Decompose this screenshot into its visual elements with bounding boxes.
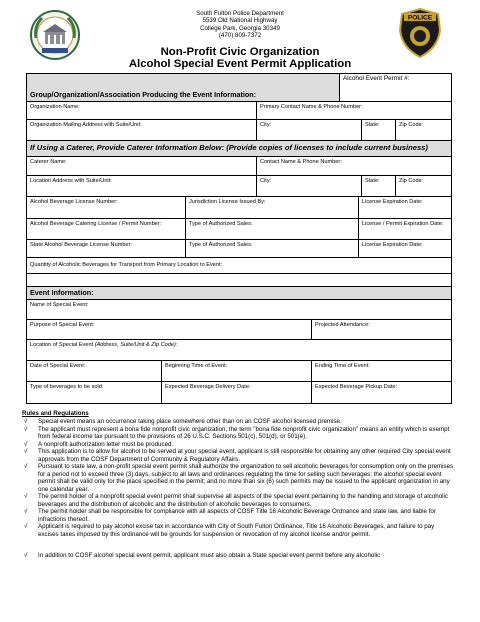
rule-text: Special event means an occurrence taking place somewhere other than on an COSF alcohol licensed premise. [38, 418, 342, 425]
zip-label: Zip Code: [399, 178, 424, 184]
event-header-text: Event Information: [30, 287, 94, 297]
check-icon: √ [24, 425, 28, 433]
organization-address-field[interactable] [27, 120, 256, 140]
state-license-expiration-field[interactable] [358, 240, 451, 257]
check-icon: √ [24, 448, 28, 455]
jurisdiction-label: Jurisdiction License Issued By: [189, 199, 266, 205]
department-street: 5539 Old National Highway [202, 17, 278, 25]
beverage-type-field[interactable] [27, 382, 161, 403]
title-line-2: Alcohol Special Event Permit Application [128, 58, 352, 71]
state-label: State: [365, 122, 380, 128]
license-expiration-label: License Expiration Date: [362, 199, 423, 205]
beverage-type-label: Type of beverages to be sold: [30, 384, 104, 390]
group-section-header [27, 74, 339, 101]
rules-heading: Rules and Regulations [22, 410, 89, 417]
rule-text: This application is to allow for alcohol to be served at your special event, applicant is still responsible for obtaining any other required City special event approvals from the COSF Department of Community & Regulatory Affairs. [38, 448, 451, 463]
document-title [0, 46, 480, 71]
rule-item [22, 523, 454, 538]
city-label: City: [260, 178, 272, 184]
rule-item [22, 493, 454, 508]
catering-sales-type-field[interactable] [185, 219, 358, 239]
license-expiration-field[interactable] [358, 197, 451, 218]
permit-number-field[interactable] [339, 74, 451, 101]
license-expiration-label: License Expiration Date: [362, 242, 423, 248]
event-date-label: Date of Special Event: [30, 363, 86, 369]
permit-application-form [26, 73, 452, 404]
begin-time-field[interactable] [161, 361, 311, 381]
sales-type-label: Type of Authorized Sales: [189, 242, 253, 248]
permit-expiration-field[interactable] [358, 219, 451, 239]
delivery-date-field[interactable] [161, 382, 311, 403]
rule-text: In addition to COSF alcohol special event permit, applicant must also obtain a State special event permit before any alcoholic [38, 552, 381, 559]
event-purpose-label: Purpose of Special Event: [30, 322, 95, 328]
rule-text: The applicant must represent a bona fide nonprofit civic organization, the term "bona fide nonprofit civic organization" means an entity which is exempt from federal income tax pursuant to the provisions of 26 U.S.C. Sections 501(c), 501(d), or 501(e). [38, 425, 450, 440]
rule-text: The permit holder shall be responsible for compliance with all aspects of COSF Title 16 Alcoholic Beverage Ordnance and state law, and liable for infractions thereof. [38, 508, 436, 523]
event-name-field[interactable] [27, 300, 451, 319]
state-license-label: State Alcohol Beverage License Number: [30, 242, 132, 248]
rule-text: The permit holder of a nonprofit special event permit shall supervise all aspects of the special event pertaining to the handling and storage of alcoholic beverages and the distribution of alcoholic and the distribution of alcoholic beverages to consumers. [38, 493, 448, 508]
rule-item [22, 448, 454, 463]
event-name-label: Name of Special Event: [30, 302, 89, 308]
caterer-section-header [27, 140, 451, 156]
caterer-contact-label: Contact Name & Phone Number: [260, 159, 342, 165]
primary-contact-label: Primary Contact Name & Phone Number: [260, 104, 363, 110]
department-name: South Fulton Police Department [196, 10, 284, 17]
rule-text: A nonprofit authorization letter must be produced. [38, 440, 174, 448]
alcohol-license-number-field[interactable] [27, 197, 185, 218]
begin-time-label: Beginning Time of Event: [165, 363, 228, 369]
rule-item-final [22, 552, 454, 560]
event-location-note: (Address, Suite/Unit & Zip Code): [94, 342, 178, 348]
sales-type-label: Type of Authorized Sales: [189, 221, 253, 227]
jurisdiction-field[interactable] [185, 197, 358, 218]
catering-license-field[interactable] [27, 219, 185, 239]
caterer-name-label: Caterer Name: [30, 159, 67, 165]
catering-license-label: Alcohol Beverage Catering License / Permit Number: [30, 221, 162, 227]
organization-name-label: Organization Name: [30, 104, 80, 110]
rule-text: Pursuant to state law, a non-profit special event permit shall authorize the organization to sell alcoholic beverages for consumption only on the premises for a period not to exceed three (3) days, subject to all laws and ordinances regulating the time for selling such beverages; the alcohol special event permit shall be valid only for the place specified in the permit; and no more than six (6) such permits may be issued to the applicant organization in any one calendar year. [38, 463, 454, 493]
department-phone: (470) 809-7372 [218, 32, 262, 40]
caterer-city-field[interactable] [256, 176, 361, 196]
state-license-field[interactable] [27, 240, 185, 257]
attendance-label: Projected Attendance: [315, 322, 370, 328]
department-address-block [0, 10, 480, 40]
primary-contact-field[interactable] [256, 102, 451, 119]
rule-item [22, 426, 454, 441]
rule-text: Applicant is required to pay alcohol excise tax in accordance with City of South Fulton Ordinance, Title 16 Alcoholic Beverages, and failure to pay excises taxes imposed by this ordinance will be grounds for suspension or revocation of my alcohol license and/or permit. [38, 523, 435, 538]
caterer-header-text: If Using a Caterer, Provide Caterer Information Below: (Provide copies of licenses to include current business) [30, 143, 428, 153]
group-header-text: Group/Organization/Association Producing the Event Information: [30, 90, 257, 99]
pickup-date-label: Expected Beverage Pickup Date: [315, 384, 398, 390]
caterer-name-field[interactable] [27, 157, 256, 175]
event-section-header [27, 286, 451, 299]
delivery-date-label: Expected Beverage Delivery Date: [165, 384, 251, 390]
state-sales-type-field[interactable] [185, 240, 358, 257]
quantity-transport-field[interactable] [27, 258, 451, 273]
check-icon: √ [24, 493, 28, 500]
check-icon: √ [24, 508, 28, 515]
check-icon: √ [24, 552, 28, 559]
pickup-date-field[interactable] [311, 382, 451, 403]
rule-item [22, 441, 454, 449]
check-icon: √ [24, 523, 28, 530]
organization-state-field[interactable] [361, 120, 395, 140]
caterer-address-field[interactable] [27, 176, 256, 196]
rules-section [22, 410, 454, 560]
quantity-transport-label: Quantity of Alcoholic Beverages for Transport from Primary Location to Event: [30, 262, 223, 268]
state-label: State: [365, 178, 380, 184]
event-date-field[interactable] [27, 361, 161, 381]
rule-item [22, 508, 454, 523]
end-time-field[interactable] [311, 361, 451, 381]
rules-list [22, 418, 454, 538]
attendance-field[interactable] [311, 320, 451, 339]
rule-item [22, 463, 454, 493]
event-purpose-field[interactable] [27, 320, 311, 339]
organization-name-field[interactable] [27, 102, 256, 119]
caterer-state-field[interactable] [361, 176, 395, 196]
svg-text:POLICE: POLICE [407, 14, 433, 22]
organization-zip-field[interactable] [395, 120, 451, 140]
city-label: City: [260, 122, 272, 128]
permit-expiration-label: License / Permit Expiration Date: [362, 221, 444, 227]
caterer-contact-field[interactable] [256, 157, 451, 175]
event-location-field[interactable] [27, 340, 451, 360]
organization-city-field[interactable] [256, 120, 361, 140]
zip-label: Zip Code: [399, 122, 424, 128]
department-city: College Park, Georgia 30349 [200, 24, 280, 32]
caterer-zip-field[interactable] [395, 176, 451, 196]
title-line-1: Non-Profit Civic Organization [160, 46, 320, 58]
caterer-address-label: Location Address with Suite/Unit: [30, 178, 112, 184]
alcohol-license-number-label: Alcohol Beverage License Number: [30, 199, 118, 205]
event-location-label: Location of Special Event [30, 342, 94, 348]
check-icon: √ [24, 418, 28, 425]
check-icon: √ [24, 440, 28, 448]
check-icon: √ [24, 463, 28, 470]
end-time-label: Ending Time of Event: [315, 363, 370, 369]
rule-item [22, 418, 454, 426]
permit-number-label: Alcohol Event Permit #: [343, 75, 410, 82]
organization-address-label: Organization Mailing Address with Suite/Unit: [30, 122, 142, 128]
